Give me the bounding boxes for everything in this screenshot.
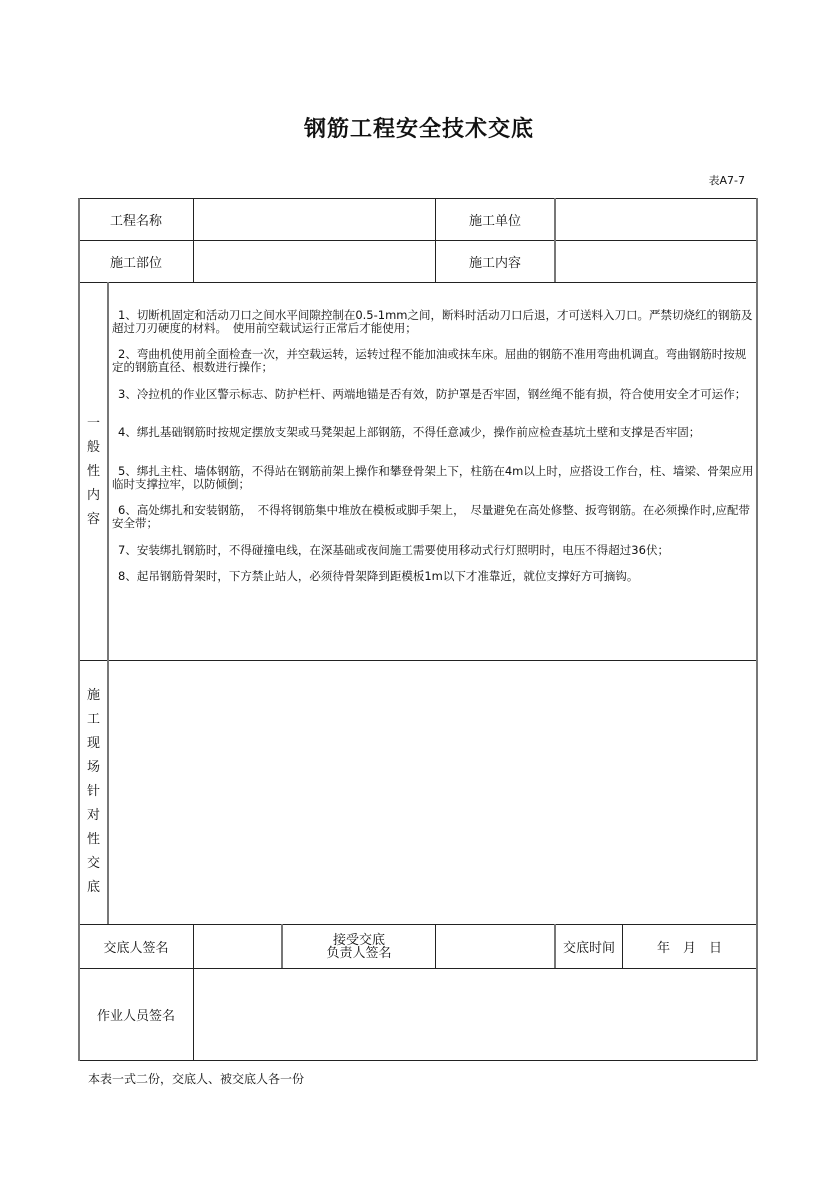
column-divider (107, 282, 109, 924)
table-border-right (756, 198, 758, 1061)
workers-signature-label: 作业人员签名 (96, 1009, 175, 1024)
receiver-label-line2: 负责人签名 (326, 945, 392, 961)
form-number: 表A7-7 (708, 174, 745, 187)
label-char: 场 (86, 760, 100, 775)
general-item: 5、绑扎主柱、墙体钢筋，不得站在钢筋前架上操作和攀登骨架上下，柱筋在4m以上时，应搭设工作台，柱、墙梁、骨架应用临时支撑拉牢，以防倾倒； (112, 464, 754, 491)
label-char: 底 (86, 880, 100, 895)
label-char: 性 (86, 832, 100, 847)
receiver-signature-label (283, 925, 435, 968)
receiver-signature-field[interactable] (436, 925, 554, 968)
label-char: 内 (86, 487, 100, 503)
general-item: 3、冷拉机的作业区警示标志、防护栏杆、两端地锚是否有效，防护罩是否牢固，钢丝绳不能有损，符合使用安全才可运作； (118, 387, 747, 401)
label-char: 针 (86, 784, 100, 799)
contractor-field[interactable] (556, 199, 756, 240)
label-char: 对 (86, 808, 100, 823)
general-item: 2、弯曲机使用前全面检查一次，并空载运转，运转过程不能加油或抹车床。屈曲的钢筋不准用弯曲机调直。弯曲钢筋时按规定的钢筋直径、根数进行操作； (112, 347, 747, 374)
content-label: 施工内容 (468, 256, 521, 271)
general-item: 8、起吊钢筋骨架时，下方禁止站人，必须待骨架降到距模板1m以下才准靠近，就位支撑好方可摘钩。 (118, 569, 639, 583)
label-char: 施 (86, 688, 100, 703)
site-section-content[interactable] (110, 662, 755, 922)
document-title: 钢筋工程安全技术交底 (303, 117, 534, 142)
general-item: 7、安装绑扎钢筋时，不得碰撞电线，在深基础或夜间施工需要使用移动式行灯照明时，电压不得超过36伏； (118, 543, 669, 557)
footer-note: 本表一式二份，交底人、被交底人各一份 (88, 1072, 305, 1086)
contractor-label: 施工单位 (468, 214, 521, 229)
general-section-label (80, 283, 107, 660)
table-border-bottom (78, 1060, 758, 1061)
label-char: 性 (86, 463, 100, 479)
general-item: 4、绑扎基础钢筋时按规定摆放支架或马凳架起上部钢筋，不得任意减少，操作前应检查基坑土壁和支撑是否牢固； (118, 425, 701, 439)
location-label: 施工部位 (109, 256, 162, 271)
project-name-label: 工程名称 (109, 214, 162, 229)
content-field[interactable] (556, 241, 756, 282)
label-char: 工 (86, 712, 100, 727)
label-char: 容 (86, 511, 100, 527)
briefing-time-label: 交底时间 (562, 941, 615, 956)
row-divider (78, 660, 758, 661)
label-char: 一 (86, 415, 100, 431)
briefing-date-field[interactable]: 年 月 日 (656, 941, 722, 956)
row-divider (78, 282, 758, 283)
label-char: 现 (86, 736, 100, 751)
label-char: 般 (86, 439, 100, 455)
briefer-signature-field[interactable] (194, 925, 281, 968)
general-item: 6、高处绑扎和安装钢筋， 不得将钢筋集中堆放在模板或脚手架上， 尽量避免在高处修整、扳弯钢筋。在必须操作时,应配带安全带； (112, 503, 750, 530)
receiver-label-line1: 接受交底 (332, 932, 385, 948)
location-field[interactable] (194, 241, 435, 282)
briefer-signature-label: 交底人签名 (103, 941, 169, 956)
project-name-field[interactable] (194, 199, 435, 240)
general-item: 1、切断机固定和活动刀口之间水平间隙控制在0.5-1mm之间，断料时活动刀口后退，才可送料入刀口。严禁切烧红的钢筋及超过刀刃硬度的材料。 使用前空载试运行正常后才能使用； (112, 308, 753, 335)
label-char: 交 (86, 856, 100, 871)
site-section-label (80, 672, 107, 912)
workers-signature-field[interactable] (194, 969, 756, 1060)
